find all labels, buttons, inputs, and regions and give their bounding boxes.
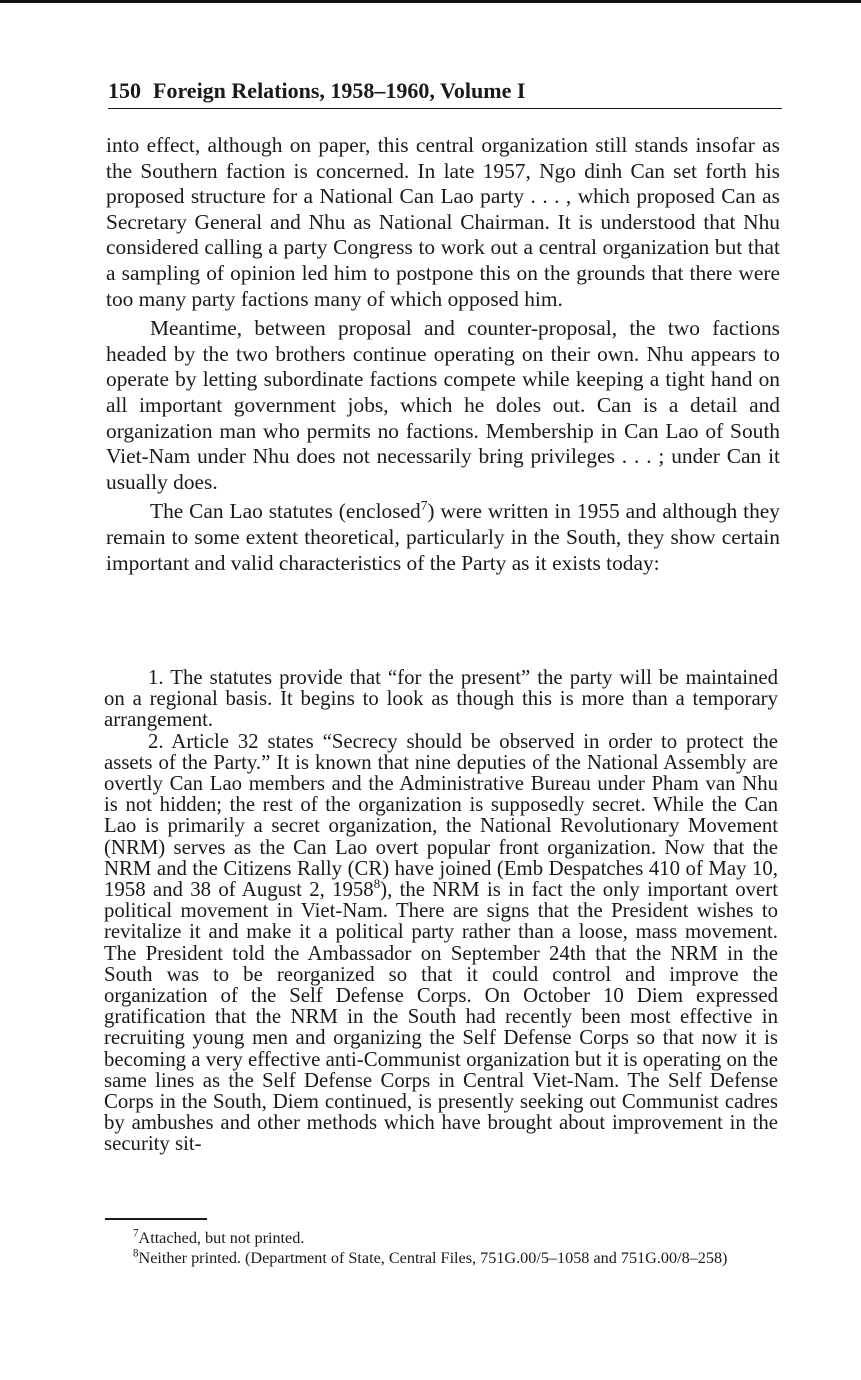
paragraph: into effect, although on paper, this central organization still stands insofar as the Southern faction is concerned. In late 1957, Ngo dinh Can set forth his proposed structure for a National Can Lao party . . . , which proposed Can as Secretary General and Nhu as National Chairman. It is understood that Nhu considered calling a party Congress to work out a central organization but that a sampling of opinion led him to postpone this on the grounds that there were too many party factions many of which opposed him. [106,133,780,311]
footnote-ref: 8 [373,877,381,892]
top-border-line [0,0,861,3]
footnote [105,1228,771,1248]
paragraph-text: ) were written in 1955 and although they remain to some extent theoretical, particularly in the South, they show certain important and valid characteristics of the Party as it exists today: [106,499,780,575]
list-item: 1. The statutes provide that “for the present” the party will be maintained on a regional basis. It begins to look as though this is more than a temporary arrangement. [104,666,778,732]
footnotes [105,1228,771,1268]
paragraph-text: The Can Lao statutes (enclosed [150,499,421,524]
paragraph: Meantime, between proposal and counter-proposal, the two factions headed by the two brothers continue operating on their own. Nhu appears to operate by letting subordinate factions compete while keeping a tight hand on all important government jobs, which he doles out. Can is a detail and organization man who permits no factions. Membership in Can Lao of South Viet-Nam under Nhu does not necessarily bring privileges . . . ; under Can it usually does. [106,316,780,494]
page-number: 150 [108,78,141,103]
footnote [105,1248,771,1268]
footnote-text: Neither printed. (Department of State, Central Files, 751G.00/5–1058 and 751G.00/8–258) [138,1249,728,1267]
running-title: Foreign Relations, 1958–1960, Volume I [153,78,526,103]
footnote-mark: 8 [133,1247,139,1260]
list-item [104,731,778,1155]
main-text [106,133,780,580]
footnote-text: Attached, but not printed. [138,1229,305,1247]
numbered-list [104,667,778,1155]
list-item-text: ), the NRM is in fact the only important overt political movement in Viet-Nam. There are signs that the President wishes to revitalize it and make it a political party rather than a loose, mass movement. The President told the Ambassador on September 24th that the NRM in the South was to be reorganized so that it could control and improve the organization of the Self Defense Corps. On October 10 Diem expressed gratification that the NRM in the South had recently been most effective in recruiting young men and organizing the Self Defense Corps so that now it is becoming a very effective anti-Communist organization but it is operating on the same lines as the Self Defense Corps in Central Viet-Nam. The Self Defense Corps in the South, Diem continued, is presently seeking out Communist cadres by ambushes and other methods which have brought about improvement in the security sit- [104,878,778,1156]
list-item-text: 2. Article 32 states “Secrecy should be observed in order to protect the assets of the Party.” It is known that nine deputies of the National Assembly are overtly Can Lao members and the Administrative Bureau under Pham van Nhu is not hidden; the rest of the organization is supposedly secret. While the Can Lao is primarily a secret organization, the National Revolutionary Movement (NRM) serves as the Can Lao overt popular front organization. Now that the NRM and the Citizens Rally (CR) have joined (Emb Despatches 410 of May 10, 1958 and 38 of August 2, 1958 [104,729,778,902]
footnote-ref: 7 [420,498,428,514]
footnote-mark: 7 [133,1227,139,1240]
footnote-rule [105,1218,207,1220]
paragraph [106,499,780,576]
page-header [108,76,782,109]
